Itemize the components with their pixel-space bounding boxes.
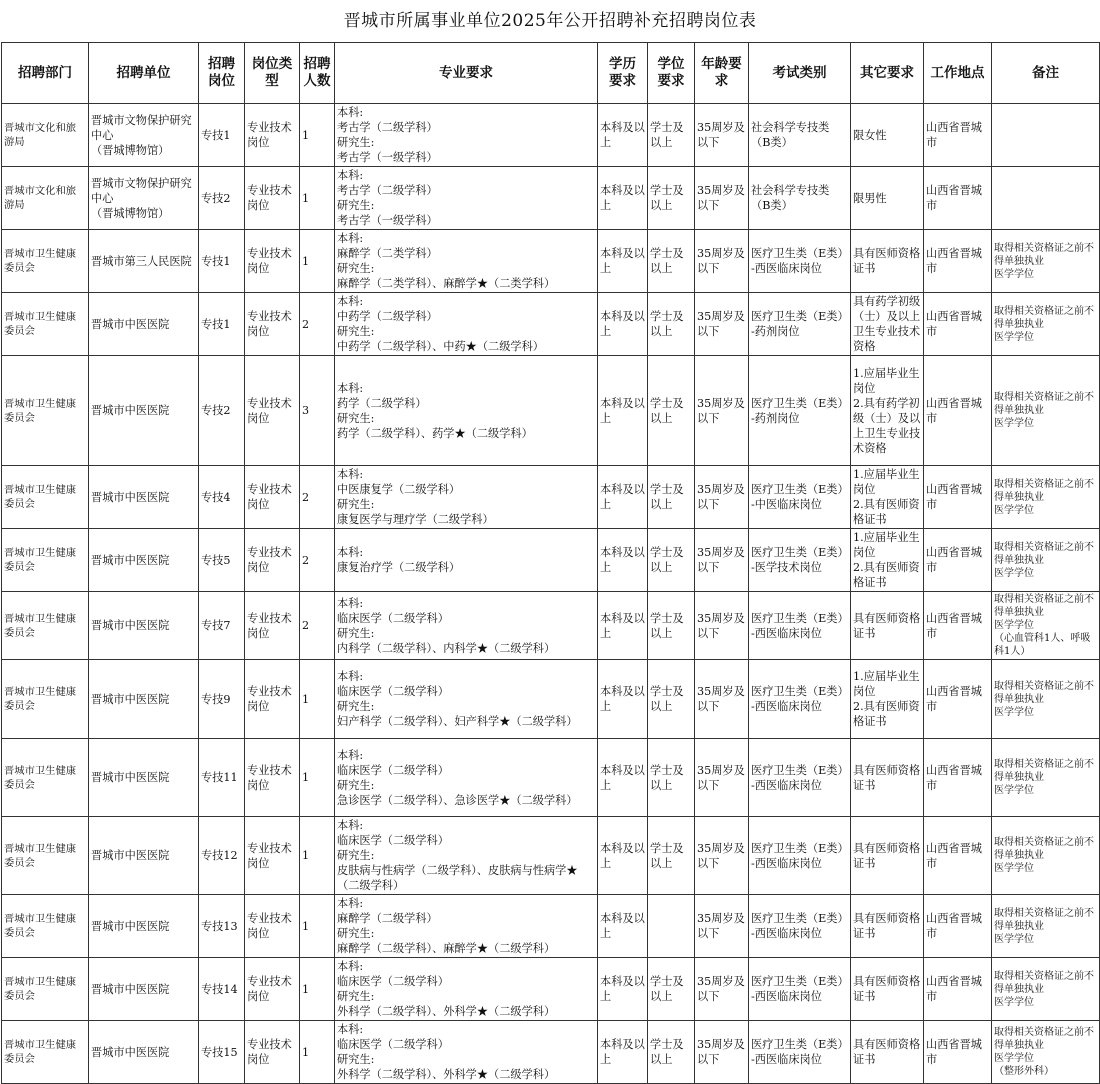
- degree-cell: [648, 895, 695, 958]
- age-cell: 35周岁及以下: [695, 895, 749, 958]
- degree-cell: 学士及以上: [648, 356, 695, 466]
- age-cell: 35周岁及以下: [695, 958, 749, 1021]
- header-degree: 学位 要求: [648, 43, 695, 104]
- table-row: [2, 104, 1100, 167]
- post-cell: 专技13: [199, 895, 245, 958]
- education-cell: 本科及以上: [598, 529, 648, 592]
- count-cell: 1: [300, 1021, 335, 1084]
- post-cell: 专技7: [199, 592, 245, 660]
- location-cell: 山西省晋城市: [924, 660, 992, 739]
- table-row: [2, 1021, 1100, 1084]
- note-cell: 取得相关资格证之前不得单独执业 医学学位 （心血管科1人、呼吸科1人）: [992, 592, 1100, 660]
- table-row: [2, 817, 1100, 895]
- education-cell: 本科及以上: [598, 958, 648, 1021]
- table-row: [2, 660, 1100, 739]
- major-cell: 本科: 药学（二级学科） 研究生: 药学（二级学科）、药学★（二级学科）: [335, 356, 598, 466]
- dept-cell: 晋城市卫生健康委员会: [2, 293, 89, 356]
- major-cell: 本科: 中药学（二级学科） 研究生: 中药学（二级学科）、中药★（二级学科）: [335, 293, 598, 356]
- unit-cell: 晋城市中医医院: [89, 958, 199, 1021]
- location-cell: 山西省晋城市: [924, 356, 992, 466]
- note-cell: 取得相关资格证之前不得单独执业 医学学位: [992, 529, 1100, 592]
- count-cell: 1: [300, 895, 335, 958]
- exam-cell: 医疗卫生类（E类）-西医临床岗位: [749, 592, 851, 660]
- education-cell: 本科及以上: [598, 293, 648, 356]
- dept-cell: 晋城市卫生健康委员会: [2, 529, 89, 592]
- note-cell: 取得相关资格证之前不得单独执业 医学学位 （整形外科）: [992, 1021, 1100, 1084]
- post-type-cell: 专业技术岗位: [245, 230, 300, 293]
- other-cell: 具有医师资格证书: [851, 739, 924, 817]
- degree-cell: 学士及以上: [648, 230, 695, 293]
- other-cell: 具有药学初级（士）及以上卫生专业技术资格: [851, 293, 924, 356]
- note-cell: 取得相关资格证之前不得单独执业 医学学位: [992, 660, 1100, 739]
- count-cell: 1: [300, 167, 335, 230]
- age-cell: 35周岁及以下: [695, 592, 749, 660]
- note-cell: [992, 104, 1100, 167]
- post-cell: 专技4: [199, 466, 245, 529]
- unit-cell: 晋城市文物保护研究中心 （晋城博物馆）: [89, 167, 199, 230]
- table-row: [2, 958, 1100, 1021]
- age-cell: 35周岁及以下: [695, 817, 749, 895]
- major-cell: 本科: 临床医学（二级学科） 研究生: 外科学（二级学科）、外科学★（二级学科）: [335, 958, 598, 1021]
- exam-cell: 社会科学专技类（B类）: [749, 167, 851, 230]
- dept-cell: 晋城市卫生健康委员会: [2, 356, 89, 466]
- location-cell: 山西省晋城市: [924, 592, 992, 660]
- education-cell: 本科及以上: [598, 660, 648, 739]
- count-cell: 1: [300, 230, 335, 293]
- education-cell: 本科及以上: [598, 104, 648, 167]
- unit-cell: 晋城市中医医院: [89, 895, 199, 958]
- degree-cell: 学士及以上: [648, 958, 695, 1021]
- other-cell: 1.应届毕业生岗位 2.具有医师资格证书: [851, 466, 924, 529]
- table-body: [2, 104, 1100, 1084]
- degree-cell: 学士及以上: [648, 529, 695, 592]
- table-row: [2, 592, 1100, 660]
- post-cell: 专技2: [199, 167, 245, 230]
- dept-cell: 晋城市卫生健康委员会: [2, 466, 89, 529]
- table-row: [2, 167, 1100, 230]
- age-cell: 35周岁及以下: [695, 529, 749, 592]
- count-cell: 1: [300, 739, 335, 817]
- post-cell: 专技11: [199, 739, 245, 817]
- table-row: [2, 356, 1100, 466]
- exam-cell: 医疗卫生类（E类）-医学技术岗位: [749, 529, 851, 592]
- location-cell: 山西省晋城市: [924, 739, 992, 817]
- post-cell: 专技5: [199, 529, 245, 592]
- degree-cell: 学士及以上: [648, 817, 695, 895]
- dept-cell: 晋城市文化和旅游局: [2, 104, 89, 167]
- count-cell: 3: [300, 356, 335, 466]
- other-cell: 1.应届毕业生岗位 2.具有药学初级（士）及以上卫生专业技术资格: [851, 356, 924, 466]
- header-post-type: 岗位类 型: [245, 43, 300, 104]
- post-cell: 专技1: [199, 230, 245, 293]
- post-cell: 专技14: [199, 958, 245, 1021]
- education-cell: 本科及以上: [598, 230, 648, 293]
- location-cell: 山西省晋城市: [924, 230, 992, 293]
- education-cell: 本科及以上: [598, 817, 648, 895]
- unit-cell: 晋城市中医医院: [89, 817, 199, 895]
- post-type-cell: 专业技术岗位: [245, 293, 300, 356]
- post-type-cell: 专业技术岗位: [245, 592, 300, 660]
- dept-cell: 晋城市卫生健康委员会: [2, 739, 89, 817]
- header-post: 招聘 岗位: [199, 43, 245, 104]
- other-cell: 1.应届毕业生岗位 2.具有医师资格证书: [851, 529, 924, 592]
- post-type-cell: 专业技术岗位: [245, 895, 300, 958]
- post-cell: 专技1: [199, 104, 245, 167]
- count-cell: 1: [300, 817, 335, 895]
- header-dept: 招聘部门: [2, 43, 89, 104]
- major-cell: 本科: 中医康复学（二级学科） 研究生: 康复医学与理疗学（二级学科）: [335, 466, 598, 529]
- header-exam: 考试类别: [749, 43, 851, 104]
- degree-cell: 学士及以上: [648, 592, 695, 660]
- count-cell: 2: [300, 592, 335, 660]
- post-cell: 专技9: [199, 660, 245, 739]
- exam-cell: 医疗卫生类（E类）-西医临床岗位: [749, 660, 851, 739]
- note-cell: 取得相关资格证之前不得单独执业 医学学位: [992, 817, 1100, 895]
- note-cell: 取得相关资格证之前不得单独执业 医学学位: [992, 739, 1100, 817]
- dept-cell: 晋城市卫生健康委员会: [2, 230, 89, 293]
- header-age: 年龄要 求: [695, 43, 749, 104]
- degree-cell: 学士及以上: [648, 167, 695, 230]
- post-cell: 专技2: [199, 356, 245, 466]
- dept-cell: 晋城市卫生健康委员会: [2, 958, 89, 1021]
- age-cell: 35周岁及以下: [695, 466, 749, 529]
- exam-cell: 医疗卫生类（E类）-西医临床岗位: [749, 230, 851, 293]
- age-cell: 35周岁及以下: [695, 167, 749, 230]
- unit-cell: 晋城市中医医院: [89, 592, 199, 660]
- unit-cell: 晋城市中医医院: [89, 1021, 199, 1084]
- other-cell: 1.应届毕业生岗位 2.具有医师资格证书: [851, 660, 924, 739]
- post-type-cell: 专业技术岗位: [245, 167, 300, 230]
- location-cell: 山西省晋城市: [924, 293, 992, 356]
- exam-cell: 医疗卫生类（E类）-药剂岗位: [749, 293, 851, 356]
- education-cell: 本科及以上: [598, 895, 648, 958]
- exam-cell: 医疗卫生类（E类）-药剂岗位: [749, 356, 851, 466]
- major-cell: 本科: 临床医学（二级学科） 研究生: 妇产科学（二级学科）、妇产科学★（二级学科）: [335, 660, 598, 739]
- major-cell: 本科: 临床医学（二级学科） 研究生: 外科学（二级学科）、外科学★（二级学科）: [335, 1021, 598, 1084]
- note-cell: 取得相关资格证之前不得单独执业 医学学位: [992, 895, 1100, 958]
- unit-cell: 晋城市中医医院: [89, 293, 199, 356]
- note-cell: [992, 167, 1100, 230]
- unit-cell: 晋城市文物保护研究中心 （晋城博物馆）: [89, 104, 199, 167]
- age-cell: 35周岁及以下: [695, 230, 749, 293]
- location-cell: 山西省晋城市: [924, 895, 992, 958]
- degree-cell: 学士及以上: [648, 293, 695, 356]
- location-cell: 山西省晋城市: [924, 958, 992, 1021]
- education-cell: 本科及以上: [598, 1021, 648, 1084]
- unit-cell: 晋城市中医医院: [89, 529, 199, 592]
- other-cell: 限男性: [851, 167, 924, 230]
- other-cell: 具有医师资格证书: [851, 817, 924, 895]
- unit-cell: 晋城市中医医院: [89, 739, 199, 817]
- education-cell: 本科及以上: [598, 356, 648, 466]
- unit-cell: 晋城市第三人民医院: [89, 230, 199, 293]
- major-cell: 本科: 临床医学（二级学科） 研究生: 内科学（二级学科）、内科学★（二级学科）: [335, 592, 598, 660]
- table-row: [2, 466, 1100, 529]
- count-cell: 2: [300, 293, 335, 356]
- age-cell: 35周岁及以下: [695, 293, 749, 356]
- exam-cell: 医疗卫生类（E类）-中医临床岗位: [749, 466, 851, 529]
- exam-cell: 医疗卫生类（E类）-西医临床岗位: [749, 1021, 851, 1084]
- education-cell: 本科及以上: [598, 466, 648, 529]
- post-cell: 专技12: [199, 817, 245, 895]
- page-title: 晋城市所属事业单位2025年公开招聘补充招聘岗位表: [343, 11, 757, 31]
- post-cell: 专技15: [199, 1021, 245, 1084]
- location-cell: 山西省晋城市: [924, 817, 992, 895]
- location-cell: 山西省晋城市: [924, 529, 992, 592]
- table-row: [2, 293, 1100, 356]
- post-type-cell: 专业技术岗位: [245, 958, 300, 1021]
- degree-cell: 学士及以上: [648, 739, 695, 817]
- age-cell: 35周岁及以下: [695, 104, 749, 167]
- note-cell: 取得相关资格证之前不得单独执业 医学学位: [992, 230, 1100, 293]
- major-cell: 本科: 临床医学（二级学科） 研究生: 急诊医学（二级学科）、急诊医学★（二级学科）: [335, 739, 598, 817]
- post-type-cell: 专业技术岗位: [245, 529, 300, 592]
- header-education: 学历 要求: [598, 43, 648, 104]
- location-cell: 山西省晋城市: [924, 104, 992, 167]
- exam-cell: 社会科学专技类（B类）: [749, 104, 851, 167]
- age-cell: 35周岁及以下: [695, 356, 749, 466]
- table-row: [2, 230, 1100, 293]
- header-row: [2, 43, 1100, 104]
- post-type-cell: 专业技术岗位: [245, 817, 300, 895]
- exam-cell: 医疗卫生类（E类）-西医临床岗位: [749, 895, 851, 958]
- header-major: 专业要求: [335, 43, 598, 104]
- post-type-cell: 专业技术岗位: [245, 660, 300, 739]
- count-cell: 2: [300, 529, 335, 592]
- major-cell: 本科: 康复治疗学（二级学科）: [335, 529, 598, 592]
- post-type-cell: 专业技术岗位: [245, 104, 300, 167]
- dept-cell: 晋城市卫生健康委员会: [2, 1021, 89, 1084]
- age-cell: 35周岁及以下: [695, 1021, 749, 1084]
- count-cell: 1: [300, 958, 335, 1021]
- exam-cell: 医疗卫生类（E类）-西医临床岗位: [749, 817, 851, 895]
- header-other: 其它要求: [851, 43, 924, 104]
- degree-cell: 学士及以上: [648, 660, 695, 739]
- education-cell: 本科及以上: [598, 592, 648, 660]
- major-cell: 本科: 考古学（二级学科） 研究生: 考古学（一级学科）: [335, 167, 598, 230]
- count-cell: 1: [300, 104, 335, 167]
- header-unit: 招聘单位: [89, 43, 199, 104]
- other-cell: 具有医师资格证书: [851, 592, 924, 660]
- note-cell: 取得相关资格证之前不得单独执业 医学学位: [992, 958, 1100, 1021]
- dept-cell: 晋城市卫生健康委员会: [2, 895, 89, 958]
- education-cell: 本科及以上: [598, 167, 648, 230]
- dept-cell: 晋城市卫生健康委员会: [2, 660, 89, 739]
- major-cell: 本科: 麻醉学（二类学科） 研究生: 麻醉学（二类学科）、麻醉学★（二类学科）: [335, 230, 598, 293]
- note-cell: 取得相关资格证之前不得单独执业 医学学位: [992, 293, 1100, 356]
- post-type-cell: 专业技术岗位: [245, 1021, 300, 1084]
- header-count: 招聘 人数: [300, 43, 335, 104]
- header-note: 备注: [992, 43, 1100, 104]
- location-cell: 山西省晋城市: [924, 167, 992, 230]
- other-cell: 具有医师资格证书: [851, 1021, 924, 1084]
- major-cell: 本科: 考古学（二级学科） 研究生: 考古学（一级学科）: [335, 104, 598, 167]
- note-cell: 取得相关资格证之前不得单独执业 医学学位: [992, 356, 1100, 466]
- age-cell: 35周岁及以下: [695, 739, 749, 817]
- dept-cell: 晋城市卫生健康委员会: [2, 817, 89, 895]
- degree-cell: 学士及以上: [648, 1021, 695, 1084]
- education-cell: 本科及以上: [598, 739, 648, 817]
- dept-cell: 晋城市文化和旅游局: [2, 167, 89, 230]
- header-location: 工作地点: [924, 43, 992, 104]
- exam-cell: 医疗卫生类（E类）-西医临床岗位: [749, 958, 851, 1021]
- unit-cell: 晋城市中医医院: [89, 660, 199, 739]
- unit-cell: 晋城市中医医院: [89, 466, 199, 529]
- post-cell: 专技1: [199, 293, 245, 356]
- note-cell: 取得相关资格证之前不得单独执业 医学学位: [992, 466, 1100, 529]
- count-cell: 2: [300, 466, 335, 529]
- other-cell: 具有医师资格证书: [851, 230, 924, 293]
- other-cell: 具有医师资格证书: [851, 958, 924, 1021]
- post-type-cell: 专业技术岗位: [245, 739, 300, 817]
- other-cell: 限女性: [851, 104, 924, 167]
- table-row: [2, 529, 1100, 592]
- major-cell: 本科: 麻醉学（二级学科） 研究生: 麻醉学（二级学科）、麻醉学★（二级学科）: [335, 895, 598, 958]
- post-type-cell: 专业技术岗位: [245, 466, 300, 529]
- location-cell: 山西省晋城市: [924, 1021, 992, 1084]
- positions-table: [1, 42, 1100, 1084]
- degree-cell: 学士及以上: [648, 104, 695, 167]
- degree-cell: 学士及以上: [648, 466, 695, 529]
- unit-cell: 晋城市中医医院: [89, 356, 199, 466]
- other-cell: 具有医师资格证书: [851, 895, 924, 958]
- table-row: [2, 895, 1100, 958]
- location-cell: 山西省晋城市: [924, 466, 992, 529]
- major-cell: 本科: 临床医学（二级学科） 研究生: 皮肤病与性病学（二级学科）、皮肤病与性病学★（二级学科）: [335, 817, 598, 895]
- age-cell: 35周岁及以下: [695, 660, 749, 739]
- table-row: [2, 739, 1100, 817]
- count-cell: 1: [300, 660, 335, 739]
- dept-cell: 晋城市卫生健康委员会: [2, 592, 89, 660]
- exam-cell: 医疗卫生类（E类）-西医临床岗位: [749, 739, 851, 817]
- post-type-cell: 专业技术岗位: [245, 356, 300, 466]
